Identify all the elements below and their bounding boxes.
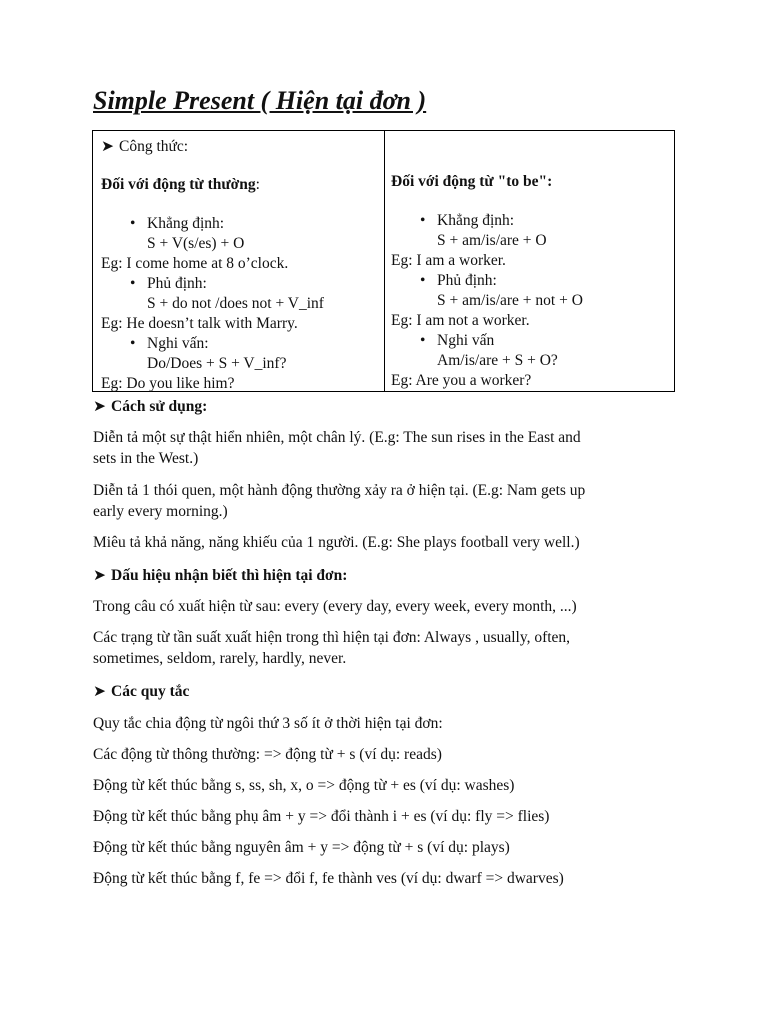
signs-paragraph-1: Trong câu có xuất hiện từ sau: every (every day, every week, every month, ...) xyxy=(93,598,577,615)
arrow-icon: ➤ xyxy=(101,138,114,155)
usage-p1-line-2: sets in the West.) xyxy=(93,450,199,467)
regular-verbs-heading-suffix: : xyxy=(255,176,260,193)
table-col-to-be xyxy=(385,131,674,391)
rules-line-3: Động từ kết thúc bằng s, ss, sh, x, o => động từ + es (ví dụ: washes) xyxy=(93,777,515,794)
signs-heading-text: Dấu hiệu nhận biết thì hiện tại đơn: xyxy=(111,567,348,584)
signs-p2-line-1: Các trạng từ tần suất xuất hiện trong thì hiện tại đơn: Always , usually, often, xyxy=(93,629,571,646)
usage-p2-line-2: early every morning.) xyxy=(93,503,228,520)
page-title: Simple Present ( Hiện tại đơn ) xyxy=(93,86,427,115)
arrow-icon: ➤ xyxy=(93,683,106,700)
to-be-question-formula: Am/is/are + S + O? xyxy=(437,352,558,369)
regular-question-example: Eg: Do you like him? xyxy=(101,375,235,392)
regular-neg-example: Eg: He doesn’t talk with Marry. xyxy=(101,315,298,332)
signs-p2-line-2: sometimes, seldom, rarely, hardly, never. xyxy=(93,650,347,667)
to-be-heading: Đối với động từ "to be": xyxy=(391,173,553,190)
rules-line-1: Quy tắc chia động từ ngôi thứ 3 số ít ở thời hiện tại đơn: xyxy=(93,715,443,732)
rules-heading xyxy=(93,681,683,702)
regular-neg-formula: S + do not /does not + V_inf xyxy=(147,295,324,312)
regular-verbs-heading-text: Đối với động từ thường xyxy=(101,176,256,193)
arrow-icon: ➤ xyxy=(93,398,106,415)
usage-heading-text: Cách sử dụng: xyxy=(111,398,208,415)
regular-affirm-example: Eg: I come home at 8 o’clock. xyxy=(101,255,289,272)
rules-heading-text: Các quy tắc xyxy=(111,683,190,700)
to-be-affirm-example: Eg: I am a worker. xyxy=(391,252,506,269)
rules-line-5: Động từ kết thúc bằng nguyên âm + y => động từ + s (ví dụ: plays) xyxy=(93,839,510,856)
to-be-question-example: Eg: Are you a worker? xyxy=(391,372,532,389)
to-be-question-label: • Nghi vấn xyxy=(437,332,494,350)
signs-heading xyxy=(93,565,683,586)
regular-neg-label: • Phủ định: xyxy=(147,275,207,293)
formula-table xyxy=(92,130,675,392)
usage-heading xyxy=(93,396,683,417)
to-be-neg-label: • Phủ định: xyxy=(437,272,497,290)
usage-paragraph-1 xyxy=(93,427,683,469)
to-be-affirm-label: • Khẳng định: xyxy=(437,212,514,230)
usage-p1-line-1: Diễn tả một sự thật hiển nhiên, một chân lý. (E.g: The sun rises in the East and xyxy=(93,429,581,446)
rules-line-6: Động từ kết thúc bằng f, fe => đổi f, fe thành ves (ví dụ: dwarf => dwarves) xyxy=(93,870,564,887)
regular-affirm-label: • Khẳng định: xyxy=(147,215,224,233)
formula-intro xyxy=(101,138,188,156)
regular-question-label: • Nghi vấn: xyxy=(147,335,209,353)
formula-intro-label: Công thức: xyxy=(119,138,189,155)
arrow-icon: ➤ xyxy=(93,567,106,584)
to-be-affirm-formula: S + am/is/are + O xyxy=(437,232,547,249)
table-col-regular-verbs xyxy=(93,131,385,391)
regular-affirm-formula: S + V(s/es) + O xyxy=(147,235,245,252)
regular-verbs-heading xyxy=(101,176,260,194)
usage-p2-line-1: Diễn tả 1 thói quen, một hành động thường xảy ra ở hiện tại. (E.g: Nam gets up xyxy=(93,482,586,499)
rules-line-4: Động từ kết thúc bằng phụ âm + y => đổi thành i + es (ví dụ: fly => flies) xyxy=(93,808,550,825)
regular-question-formula: Do/Does + S + V_inf? xyxy=(147,355,287,372)
rules-line-2: Các động từ thông thường: => động từ + s (ví dụ: reads) xyxy=(93,746,442,763)
to-be-neg-example: Eg: I am not a worker. xyxy=(391,312,530,329)
to-be-neg-formula: S + am/is/are + not + O xyxy=(437,292,583,309)
usage-paragraph-3: Miêu tả khả năng, năng khiếu của 1 người. (E.g: She plays football very well.) xyxy=(93,534,580,551)
usage-paragraph-2 xyxy=(93,480,683,522)
signs-paragraph-2 xyxy=(93,627,683,669)
